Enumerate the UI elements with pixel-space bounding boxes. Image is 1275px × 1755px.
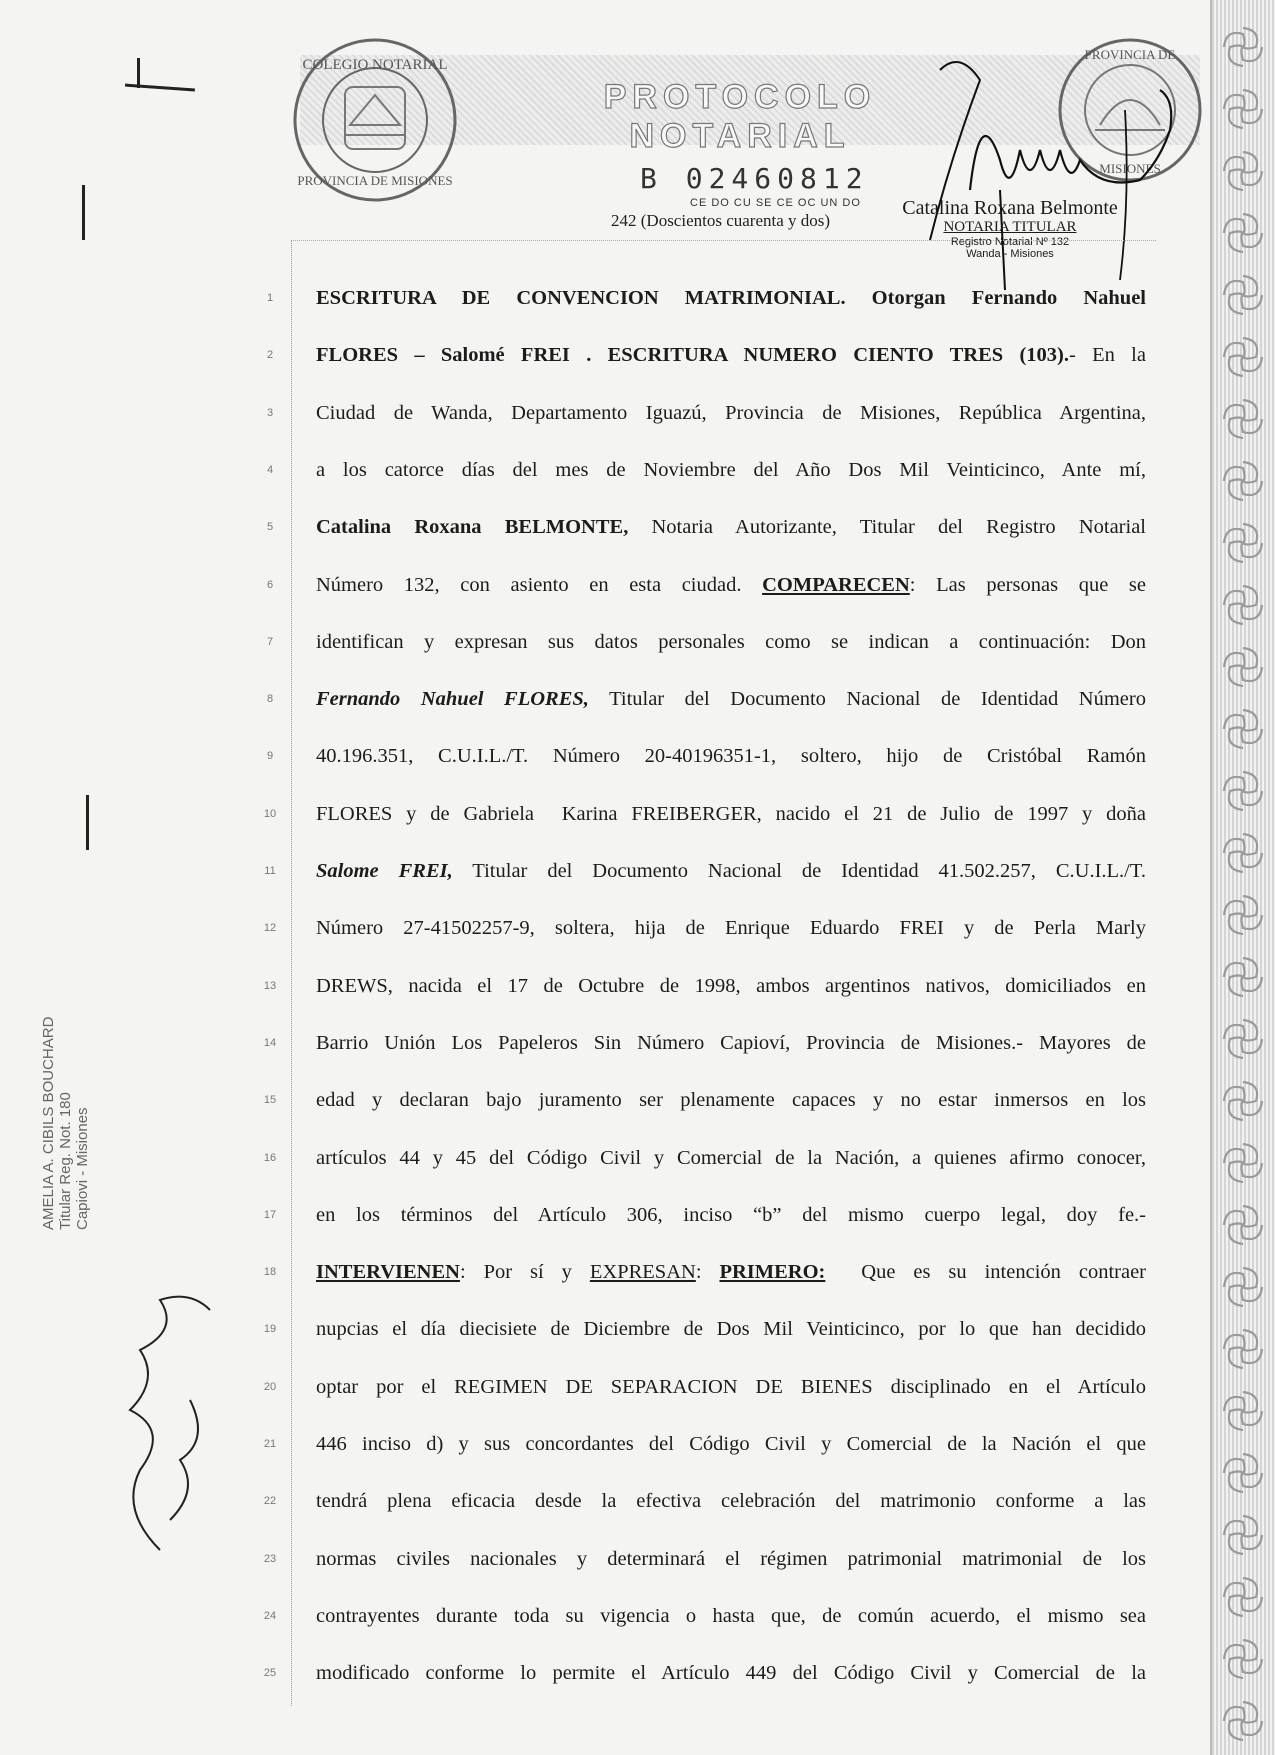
side-stamp-name: AMELIA A. CIBILS BOUCHARD	[40, 1016, 57, 1230]
line-number: 23	[263, 1553, 277, 1565]
border-motif-icon	[1216, 144, 1270, 198]
text-segment: en los términos del Artículo 306, inciso “b” del mismo cuerpo legal, doy fe.-	[316, 1204, 1146, 1226]
line-number: 8	[266, 693, 274, 705]
text-segment: Número 132, con asiento en esta ciudad.	[316, 574, 763, 596]
text-segment: a los catorce días del mes de Noviembre del Año Dos Mil Veinticinco, Ante mí,	[316, 459, 1146, 481]
border-motif-icon	[1216, 888, 1270, 942]
text-segment: Número 27-41502257-9, soltera, hija de Enrique Eduardo FREI y de Perla Marly	[316, 917, 1146, 939]
text-line	[316, 1658, 1146, 1688]
side-stamp-location: Capiovi - Misiones	[74, 1107, 91, 1230]
line-number: 13	[263, 980, 277, 992]
text-segment: modificado conforme lo permite el Artículo 449 del Código Civil y Comercial de la	[316, 1662, 1146, 1684]
text-line	[316, 1372, 1146, 1402]
text-line	[316, 283, 1146, 313]
text-segment: PRIMERO:	[719, 1261, 826, 1283]
border-motif-icon	[1216, 330, 1270, 384]
line-number: 11	[264, 865, 276, 877]
text-line	[316, 455, 1146, 485]
line-number: 19	[263, 1323, 277, 1335]
notary-registry: Registro Notarial Nº 132	[950, 236, 1070, 248]
line-number: 14	[263, 1037, 277, 1049]
border-motif-icon	[1216, 392, 1270, 446]
text-segment: EXPRESAN	[589, 1261, 696, 1283]
text-segment: DREWS, nacida el 17 de Octubre de 1998, ambos argentinos nativos, domiciliados en	[316, 975, 1146, 997]
notary-name: Catalina Roxana Belmonte	[902, 197, 1118, 219]
text-line	[316, 1429, 1146, 1459]
line-number: 12	[263, 922, 277, 934]
text-line	[316, 1143, 1146, 1173]
text-line	[316, 1601, 1146, 1631]
text-line	[316, 971, 1146, 1001]
serial-number-words: CE DO CU SE CE OC UN DO	[690, 197, 861, 209]
text-line	[316, 1486, 1146, 1516]
text-line	[316, 340, 1146, 370]
sheet-number: 242 (Doscientos cuarenta y dos)	[611, 211, 831, 230]
text-segment: optar por el REGIMEN DE SEPARACION DE BIENES disciplinado en el Artículo	[316, 1376, 1146, 1398]
line-number: 15	[263, 1094, 277, 1106]
line-number: 17	[263, 1209, 277, 1221]
text-segment: Que es su intención contraer	[825, 1261, 1146, 1283]
text-segment: : Por sí y	[459, 1261, 590, 1283]
text-line	[316, 512, 1146, 542]
text-line	[316, 799, 1146, 829]
margin-signature-icon	[100, 1270, 240, 1570]
border-motif-icon	[1216, 1384, 1270, 1438]
text-segment: Salome FREI,	[316, 860, 453, 882]
text-segment: :	[695, 1261, 720, 1283]
border-motif-icon	[1216, 1260, 1270, 1314]
border-motif-icon	[1216, 1136, 1270, 1190]
text-segment: Titular del Documento Nacional de Identidad 41.502.257, C.U.I.L./T.	[452, 860, 1146, 882]
text-segment: Fernando Nahuel FLORES,	[316, 688, 589, 710]
svg-text:COLEGIO NOTARIAL: COLEGIO NOTARIAL	[302, 57, 448, 73]
notary-location: Wanda - Misiones	[966, 248, 1054, 260]
notarial-college-seal-icon	[290, 35, 460, 205]
text-segment: FLORES y de Gabriela Karina FREIBERGER, nacido el 21 de Julio de 1997 y doña	[316, 803, 1146, 825]
margin-mark	[86, 795, 89, 850]
text-line	[316, 1314, 1146, 1344]
border-motif-icon	[1216, 454, 1270, 508]
border-motif-icon	[1216, 950, 1270, 1004]
text-segment: Ciudad de Wanda, Departamento Iguazú, Provincia de Misiones, República Argentina,	[316, 402, 1146, 424]
notary-title: NOTARIA TITULAR	[943, 219, 1077, 235]
border-motif-icon	[1216, 1012, 1270, 1066]
border-motif-icon	[1216, 1446, 1270, 1500]
text-line	[316, 741, 1146, 771]
text-segment: - En la	[1069, 344, 1146, 366]
border-motif-icon	[1216, 1322, 1270, 1376]
svg-text:MISIONES: MISIONES	[1099, 161, 1161, 176]
line-number: 24	[263, 1610, 277, 1622]
border-motif-icon	[1216, 578, 1270, 632]
text-segment: identifican y expresan sus datos personales como se indican a continuación: Don	[316, 631, 1146, 653]
text-segment: normas civiles nacionales y determinará el régimen patrimonial matrimonial de los	[316, 1548, 1146, 1570]
border-motif-icon	[1216, 516, 1270, 570]
line-number: 6	[266, 579, 274, 591]
text-line	[316, 1257, 1146, 1287]
border-motif-icon	[1216, 1074, 1270, 1128]
text-segment: nupcias el día diecisiete de Diciembre de Dos Mil Veinticinco, por lo que han decidido	[316, 1318, 1146, 1340]
border-motif-icon	[1216, 206, 1270, 260]
border-motif-icon	[1216, 1508, 1270, 1562]
svg-text:PROVINCIA DE: PROVINCIA DE	[1084, 47, 1176, 62]
text-segment: contrayentes durante toda su vigencia o hasta que, de común acuerdo, el mismo sea	[316, 1605, 1146, 1627]
border-motif-icon	[1216, 1694, 1270, 1748]
line-number: 7	[266, 636, 274, 648]
line-number: 3	[266, 407, 274, 419]
line-number: 25	[263, 1667, 277, 1679]
line-number: 10	[263, 808, 277, 820]
text-segment: edad y declaran bajo juramento ser plenamente capaces y no estar inmersos en los	[316, 1089, 1146, 1111]
border-motif-icon	[1216, 20, 1270, 74]
line-number: 18	[263, 1266, 277, 1278]
side-notary-stamp	[40, 1017, 91, 1230]
svg-text:PROVINCIA DE MISIONES: PROVINCIA DE MISIONES	[297, 173, 453, 188]
text-line	[316, 1028, 1146, 1058]
text-line	[316, 570, 1146, 600]
line-number: 9	[266, 750, 274, 762]
line-number: 4	[266, 464, 274, 476]
text-segment: FLORES – Salomé FREI . ESCRITURA NUMERO CIENTO TRES (103).	[316, 344, 1069, 366]
text-line	[316, 1544, 1146, 1574]
margin-mark	[137, 58, 140, 88]
margin-mark	[125, 84, 195, 92]
border-motif-icon	[1216, 826, 1270, 880]
text-line	[316, 684, 1146, 714]
text-line	[316, 856, 1146, 886]
protocol-title: PROTOCOLO NOTARIAL	[603, 78, 877, 155]
line-number: 5	[266, 521, 274, 533]
text-segment: COMPARECEN	[762, 574, 910, 596]
text-segment: artículos 44 y 45 del Código Civil y Comercial de la Nación, a quienes afirmo conocer,	[316, 1147, 1146, 1169]
side-stamp-registry: Titular Reg. Not. 180	[57, 1092, 74, 1230]
text-line	[316, 1200, 1146, 1230]
text-line	[316, 398, 1146, 428]
border-motif-icon	[1216, 1632, 1270, 1686]
text-segment: ESCRITURA DE CONVENCION MATRIMONIAL. Otorgan Fernando Nahuel	[316, 287, 1146, 309]
text-segment: Barrio Unión Los Papeleros Sin Número Capioví, Provincia de Misiones.- Mayores de	[316, 1032, 1146, 1054]
text-segment: 446 inciso d) y sus concordantes del Código Civil y Comercial de la Nación el que	[316, 1433, 1146, 1455]
text-line	[316, 1085, 1146, 1115]
border-motif-icon	[1216, 702, 1270, 756]
protocol-serial-number: B 02460812	[640, 162, 869, 195]
text-segment: 40.196.351, C.U.I.L./T. Número 20-40196351-1, soltero, hijo de Cristóbal Ramón	[316, 745, 1146, 767]
text-line	[316, 913, 1146, 943]
text-segment: INTERVIENEN	[316, 1261, 460, 1283]
text-segment: Catalina Roxana BELMONTE,	[316, 516, 629, 538]
line-number: 2	[266, 349, 274, 361]
margin-mark	[82, 185, 85, 240]
border-motif-icon	[1216, 640, 1270, 694]
border-motif-icon	[1216, 268, 1270, 322]
line-number: 1	[266, 292, 274, 304]
border-motif-icon	[1216, 764, 1270, 818]
text-segment: Notaria Autorizante, Titular del Registro Notarial	[628, 516, 1146, 538]
border-motif-icon	[1216, 82, 1270, 136]
text-segment: Titular del Documento Nacional de Identidad Número	[588, 688, 1146, 710]
text-segment: tendrá plena eficacia desde la efectiva celebración del matrimonio conforme a las	[316, 1490, 1146, 1512]
border-motif-icon	[1216, 1570, 1270, 1624]
border-motif-icon	[1216, 1198, 1270, 1252]
line-number: 22	[263, 1495, 277, 1507]
text-line	[316, 627, 1146, 657]
text-segment: : Las personas que se	[909, 574, 1146, 596]
line-number: 20	[263, 1381, 277, 1393]
line-number: 21	[263, 1438, 277, 1450]
line-number: 16	[263, 1152, 277, 1164]
